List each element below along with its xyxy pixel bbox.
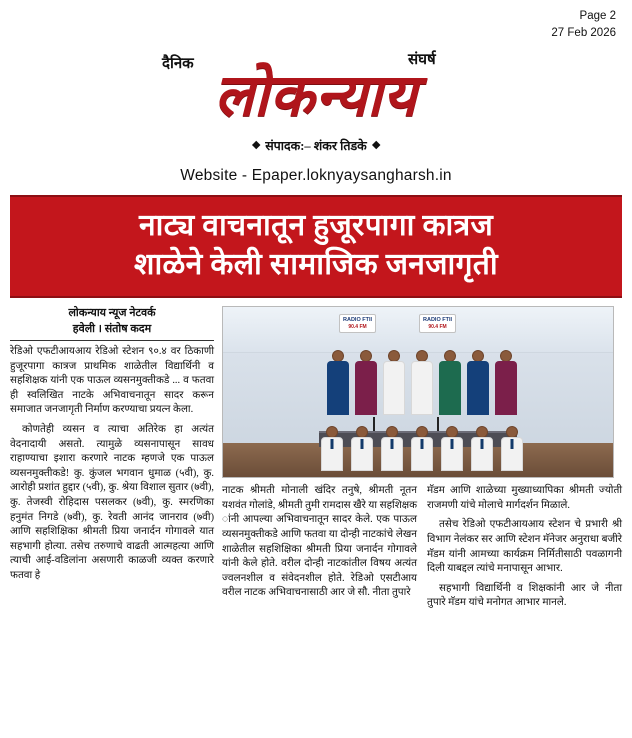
editor-name: संपादक:– शंकर तिडके: [265, 139, 367, 154]
column-middle: [222, 484, 417, 616]
byline: [10, 306, 214, 337]
radio-logo-left-icon: [339, 314, 376, 333]
masthead: [10, 45, 622, 157]
person-body: [439, 361, 461, 415]
photo-person: [495, 350, 517, 415]
column-left: [10, 306, 214, 678]
paragraph: सहभागी विद्यार्थिनी व शिक्षकांनी आर जे नीता तुपारे मॅडम यांचे मनोगत आभार मानले.: [427, 582, 622, 609]
tie-icon: [361, 439, 364, 449]
column-group-right: [222, 306, 622, 678]
paragraph: रेडिओ एफटीआयआय रेडिओ स्टेशन ९०.४ वर ठिकाणी हुजूरपागा कात्रज प्राथमिक शाळेतील विद्यार्थिनी व सहशिक्षक यांनी एक पाऊल व्यसनमुक्तीकडे ... व फतवा ही स्वलिखित नाटके अभिवाचनातून सादर करून समाजात जनजागृती निर्माण करण्याचा प्रयत्न केला.: [10, 345, 214, 416]
photo-person: [411, 426, 433, 471]
lower-columns: [222, 484, 622, 616]
person-body: [383, 361, 405, 415]
person-body: [327, 361, 349, 415]
tie-icon: [331, 439, 334, 449]
tie-icon: [391, 439, 394, 449]
photo-wall: [223, 307, 613, 353]
photo-person: [501, 426, 523, 471]
byline-reporter: हवेली । संतोष कदम: [72, 322, 152, 335]
headline-banner: [10, 195, 622, 298]
masthead-kicker-right: संघर्ष: [408, 52, 436, 69]
photo-person: [381, 426, 403, 471]
headline-line-1: नाट्य वाचनातून हुजूरपागा कात्रज: [139, 209, 493, 243]
photo-person: [355, 350, 377, 415]
tie-icon: [511, 439, 514, 449]
publication-date: 27 Feb 2026: [551, 26, 616, 39]
radio-logo-left-name: RADIO FTII: [343, 317, 373, 324]
divider: [10, 340, 214, 341]
photo-person: [439, 350, 461, 415]
photo-person: [411, 350, 433, 415]
photo-person: [467, 350, 489, 415]
paragraph: कोणतेही व्यसन व त्याचा अतिरेक हा अत्यंत वेदनादायी असतो. त्यामुळे व्यसनापासून सावध राहाण्याचा इशारा करणारे नाटक म्हणजे एक पाऊल व्यसनमुक्तीकडे! कु. कुंजल भगवान धुमाळ (५वी), कु. आरोही प्रशांत हुद्दार (५वी), कु. श्रेया विशाल सुतार (७वी), कु. तेजस्वी रोहिदास पसलकर (७वी), कु. स्मरणिका हनुमंत निगडे (७वी), कु. रेवती आनंद जानराव (७वी) आणि सहशिक्षिका श्रीमती प्रिया जनार्दन गोगावले यात सहभागी होत्या. तसेच तरुणाचे वाढती आत्महत्या आणि त्याची आई-वडिलांना असणारी काळजी व्यक्त करणारे फतवा हे: [10, 423, 214, 582]
photo-person: [383, 350, 405, 415]
person-body: [467, 361, 489, 415]
photo-person: [321, 426, 343, 471]
microphone-icon: [437, 417, 439, 431]
photo-person: [351, 426, 373, 471]
paragraph: नाटक श्रीमती मोनाली खंदिर तनुषे, श्रीमती नूतन यशवंत गोलांडे, श्रीमती तुमी रामदास खैरे या सहशिक्षक ांनी आपल्या अभिवाचनातून सादर केले. एक पाऊल व्यसनमुक्तीकडे आणि फतवा या दोन्ही नाटकांचे लेखन शाळेतील सहशिक्षिका श्रीमती प्रिया जनार्दन गोगावले यांनी केले होते. वरील दोन्ही नाटकांतील विषय अत्यंत ज्वलनशील व संवेदनशील होते. रेडिओ एसटीआय वरील नाटक अभिवाचनासाठी आर जे सौ. नीता तुपारे: [222, 485, 417, 599]
person-body: [355, 361, 377, 415]
person-body: [411, 361, 433, 415]
byline-outlet: लोकन्याय न्यूज नेटवर्क: [68, 307, 156, 320]
tie-icon: [421, 439, 424, 449]
article-photo: [222, 306, 614, 478]
photo-person: [327, 350, 349, 415]
column-right: [427, 484, 622, 616]
website-line[interactable]: Website - Epaper.loknyaysangharsh.in: [180, 167, 452, 185]
photo-person: [441, 426, 463, 471]
masthead-editor-line: [247, 137, 385, 154]
tie-icon: [451, 439, 454, 449]
microphone-icon: [373, 417, 375, 431]
person-body: [495, 361, 517, 415]
tie-icon: [481, 439, 484, 449]
photo-person: [471, 426, 493, 471]
paragraph: मॅडम आणि शाळेच्या मुख्याध्यापिका श्रीमती ज्योती राजमणी यांचे मोलाचे मार्गदर्शन मिळाले.: [427, 485, 622, 511]
radio-logo-right-name: RADIO FTII: [423, 317, 453, 324]
radio-logo-left-freq: 90.4 FM: [348, 324, 367, 330]
article-body: [10, 306, 622, 678]
radio-logo-right-freq: 90.4 FM: [428, 324, 447, 330]
paragraph: तसेच रेडिओ एफटीआयआय स्टेशन चे प्रभारी श्री विभाग नेलंकर सर आणि स्टेशन मॅनेजर अनुराधा बजीरे मॅडम यांनी आमच्या कार्यक्रम निर्मितीसाठी पवळागनी दिली याबद्दल त्यांचे मनापासून आभार.: [427, 519, 622, 575]
diamond-bullet-icon: [372, 141, 380, 149]
page-bottom-edge: [0, 732, 632, 738]
masthead-kicker-left: दैनिक: [162, 56, 194, 73]
page-meta: [10, 8, 622, 41]
diamond-bullet-icon: [252, 141, 260, 149]
page-number: Page 2: [579, 10, 616, 22]
radio-logo-right-icon: [419, 314, 456, 333]
headline-line-2: शाळेने केली सामाजिक जनजागृती: [134, 247, 498, 281]
masthead-title: लोकन्याय: [214, 63, 418, 129]
